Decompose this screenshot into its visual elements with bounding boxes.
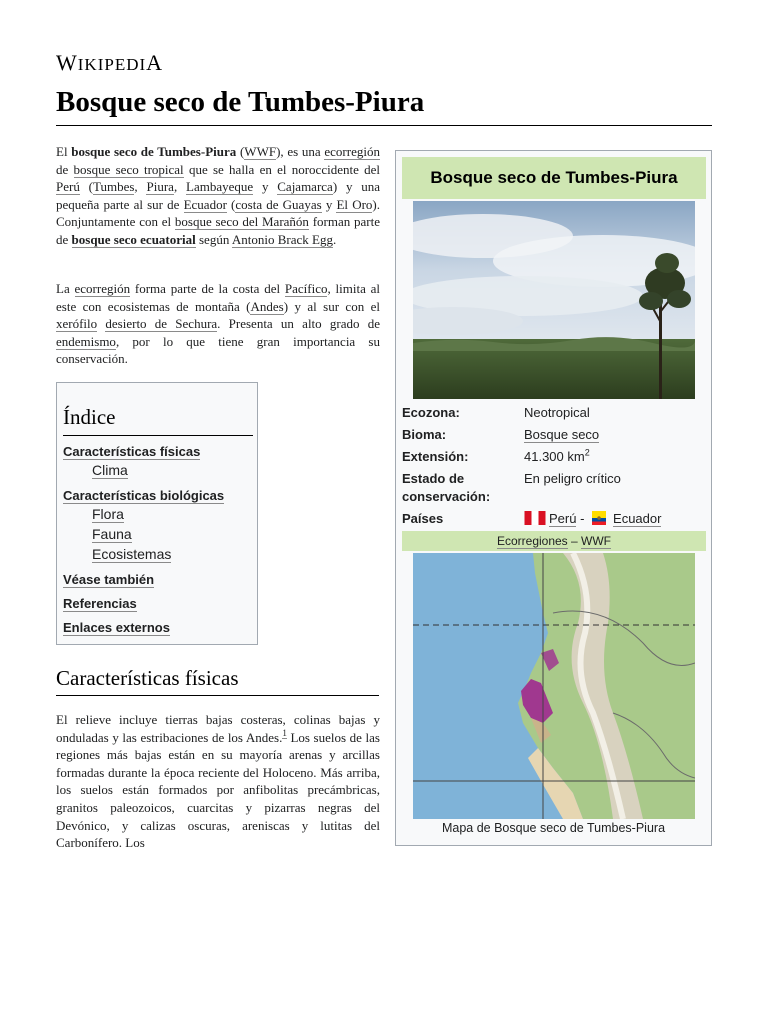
link-el-oro[interactable]: El Oro <box>336 196 373 212</box>
link-ecorregiones[interactable]: Ecorregiones <box>496 534 568 548</box>
link-ecorregion[interactable]: ecorregión <box>324 144 380 159</box>
reference-link-1[interactable]: 1 <box>282 728 287 739</box>
link-xerofilo[interactable]: xerófilo <box>56 316 98 332</box>
toc-item-caracteristicas-fisicas[interactable]: Características físicas <box>63 444 201 459</box>
link-endemismo[interactable]: endemismo <box>56 333 116 349</box>
page-title: Bosque seco de Tumbes-Piura <box>56 86 425 118</box>
toc-item-clima[interactable]: Clima <box>92 462 128 478</box>
section-divider <box>56 695 379 696</box>
link-ecuador[interactable]: Ecuador <box>183 196 227 212</box>
title-divider <box>56 125 712 126</box>
ecorregiones-band: Ecorregiones – WWF <box>402 531 706 551</box>
landscape-photo-image <box>413 201 695 399</box>
toc-heading: Índice <box>63 405 116 429</box>
section1-paragraph: El relieve incluye tierras bajas costeras, colinas bajas y onduladas y las estribaciones de los Andes.$^1$ Los suelos de las regiones más bajas están en su mayoría arenas y arcillas formadas durante la época reciente del Holoceno. Más arriba, los suelos están formados por anfibolitas precámbricas, granitos paleozoicos, cuarcitas y pizarras negras del Devónico, y calizas oscuras, areniscas y lutitas del Carbonífero. Los <box>56 712 380 851</box>
map-caption: Mapa de Bosque seco de Tumbes-Piura <box>441 821 666 835</box>
link-tumbes[interactable]: Tumbes <box>92 179 135 195</box>
link-piura[interactable]: Piura <box>146 179 174 195</box>
link-peru[interactable]: Perú <box>56 179 80 195</box>
region-map-image <box>413 553 695 819</box>
wikipedia-wordmark[interactable]: WIKIPEDIA <box>56 50 164 75</box>
link-wwf[interactable]: WWF <box>244 144 277 159</box>
link-neotropical[interactable]: Neotropical <box>524 405 590 420</box>
toc-item-referencias[interactable]: Referencias <box>63 596 137 611</box>
link-antonio-brack-egg[interactable]: Antonio Brack Egg <box>231 231 333 247</box>
link-pacifico[interactable]: Pacífico <box>284 281 328 296</box>
link-bosque-seco[interactable]: Bosque seco <box>524 427 600 442</box>
toc-item-ecosistemas[interactable]: Ecosistemas <box>92 546 172 562</box>
peru-flag-icon <box>524 511 546 525</box>
toc-item-fauna[interactable]: Fauna <box>92 526 132 542</box>
link-cajamarca[interactable]: Cajamarca <box>277 179 333 195</box>
link-andes[interactable]: Andes <box>250 298 284 314</box>
link-peru-country[interactable]: Perú <box>549 511 577 526</box>
infobox-title: Bosque seco de Tumbes-Piura <box>402 157 706 199</box>
toc-item-vease-tambien[interactable]: Véase también <box>63 572 155 587</box>
region-map[interactable] <box>413 553 695 819</box>
intro-paragraph-2: La ecorregión forma parte de la costa del Pacífico, limita al este con ecosistemas de montaña (Andes) y al sur con el xerófilo desierto de Sechura. Presenta un alto grado de endemismo, por lo que tiene gran importancia su conservación. <box>56 281 381 367</box>
link-desierto-sechura[interactable]: desierto de Sechura <box>105 316 218 332</box>
table-of-contents <box>56 382 258 645</box>
intro-paragraph-1: El bosque seco de Tumbes-Piura (WWF), es una ecorregión de bosque seco tropical que se halla en el noroccidente del Perú (Tumbes, Piura, Lambayeque y Cajamarca) y una pequeña parte al sur de Ecuador (costa de Guayas y El Oro). Conjuntamente con el bosque seco del Marañón forman parte de bosque seco ecuatorial según Antonio Brack Egg. <box>56 144 381 247</box>
link-ecuador-country[interactable]: Ecuador <box>613 511 662 526</box>
link-lambayeque[interactable]: Lambayeque <box>186 179 254 195</box>
link-ecorregion-2[interactable]: ecorregión <box>74 281 131 296</box>
link-bosque-seco-maranon[interactable]: bosque seco del Marañón <box>174 214 309 230</box>
landscape-photo[interactable] <box>413 201 695 399</box>
toc-item-caracteristicas-biologicas[interactable]: Características biológicas <box>63 488 225 503</box>
link-bosque-seco-tropical[interactable]: bosque seco tropical <box>73 161 184 177</box>
link-wwf-band[interactable]: WWF <box>581 534 612 548</box>
toc-item-enlaces-externos[interactable]: Enlaces externos <box>63 620 170 635</box>
toc-divider <box>63 435 253 436</box>
link-bosque-seco-ecuatorial[interactable]: bosque seco ecuatorial <box>71 231 196 247</box>
link-costa-guayas[interactable]: costa de Guayas <box>235 196 322 212</box>
infobox: Bosque seco de Tumbes-Piura Ecozona: Neotropical Bioma: Bosque seco Extensión: 41.300 $km^2$ Estado de conservación: En peligro crítico Países Perú - Ecuador Ecorregiones – WWF Mapa de Bosque seco de Tumbes-Piura <box>395 150 712 846</box>
ecuador-flag-icon <box>588 511 610 525</box>
toc-item-flora[interactable]: Flora <box>92 506 124 522</box>
section-heading-caracteristicas-fisicas: Características físicas <box>56 666 239 690</box>
